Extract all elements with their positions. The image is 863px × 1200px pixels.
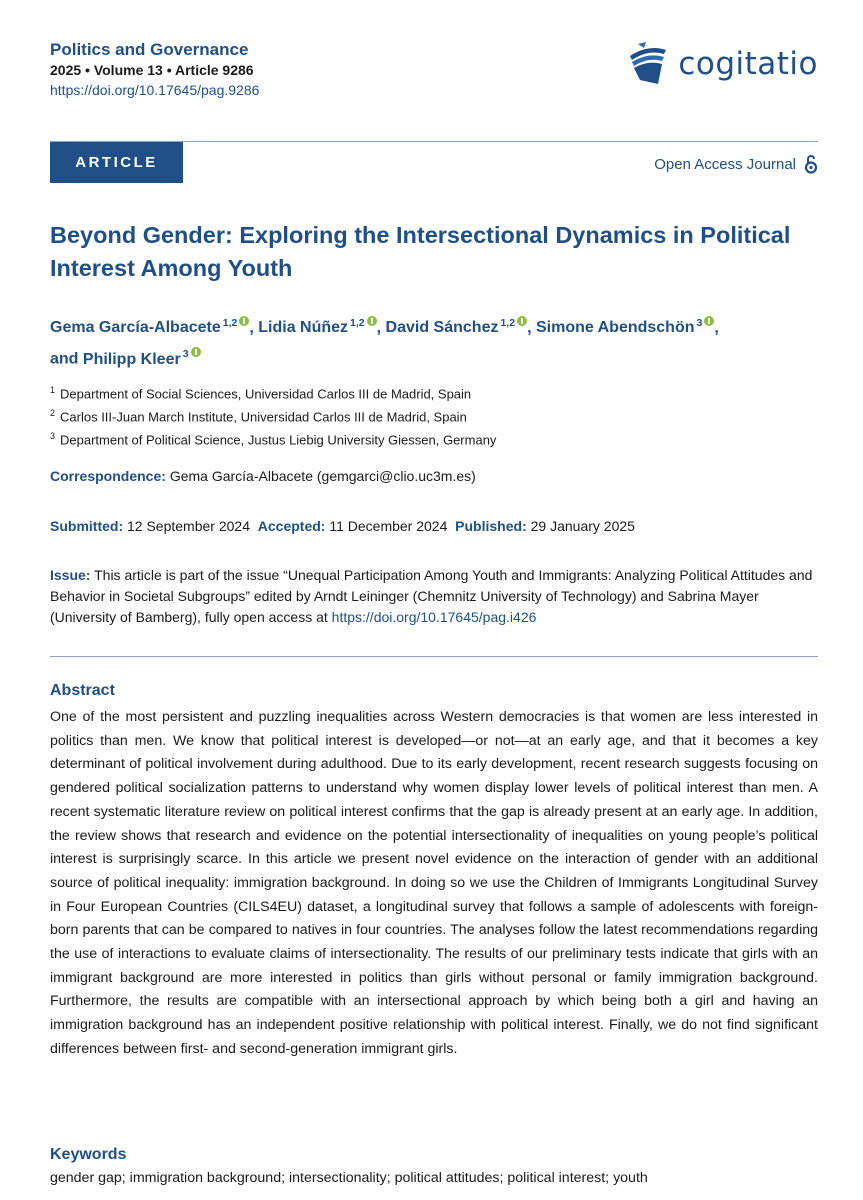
affiliation: $^2$ Carlos III-Juan March Institute, Universidad Carlos III de Madrid, Spain — [50, 407, 467, 425]
affiliation: $^1$ Department of Social Sciences, Universidad Carlos III de Madrid, Spain — [50, 385, 472, 402]
article-first-page — [50, 0, 818, 1200]
issue-doi-link[interactable]: https://doi.org/10.17645/pag.i426 — [331, 609, 537, 625]
affiliation: $^3$ Department of Political Science, Justus Liebig University Giessen, Germany — [50, 430, 497, 447]
article-doi-link[interactable]: https://doi.org/10.17645/pag.9286 — [50, 82, 260, 98]
affiliation-list — [50, 381, 496, 449]
orcid-icon[interactable] — [517, 316, 527, 326]
publisher-name: cogitatio — [678, 46, 818, 82]
journal-name[interactable]: Politics and Governance — [50, 40, 249, 59]
issue-note: Issue: This article is part of the issue “Unequal Participation Among Youth and Immigrants: Analyzing Political Attitudes and Behavior in Societal Subgroups” edited by Arndt Leininger (Chemnitz University of Technology) and Sabrina Mayer (University of Bamberg), fully open access at https://doi.org/10.17645/pag.i426 — [50, 567, 813, 625]
keywords-text: gender gap; immigration background; intersectionality; political attitudes; political interest; youth — [50, 1170, 648, 1186]
orcid-icon[interactable] — [239, 316, 249, 326]
orcid-icon[interactable] — [367, 316, 377, 326]
author[interactable]: Simone Abendschön $^3$ — [536, 319, 714, 336]
author-list: Gema García-Albacete $^{1,2}$ , Lidia Núñez $^{1,2}$ , David Sánchez $^{1,2}$ , Simone Abendschön $^3$ , and Philipp Kleer $^3$ — [50, 317, 719, 368]
orcid-icon[interactable] — [191, 347, 201, 357]
publication-dates: Submitted: 12 September 2024 Accepted: 11 December 2024 Published: 29 January 2025 — [50, 518, 635, 534]
publisher-logo[interactable] — [624, 40, 818, 88]
cogitatio-logo-icon — [624, 40, 672, 88]
author[interactable]: Philipp Kleer $^3$ — [83, 351, 201, 368]
article-type-badge: ARTICLE — [50, 142, 183, 183]
open-access-label — [654, 154, 818, 174]
orcid-icon[interactable] — [704, 316, 714, 326]
author[interactable]: Lidia Núñez $^{1,2}$ — [258, 319, 376, 336]
open-access-lock-icon — [804, 154, 818, 174]
article-title: Beyond Gender: Exploring the Intersectional Dynamics in Political Interest Among Youth — [50, 222, 791, 281]
section-divider — [50, 656, 818, 657]
correspondence: Correspondence: Gema García-Albacete (gemgarci@clio.uc3m.es) — [50, 468, 476, 484]
keywords-heading: Keywords — [50, 1146, 127, 1163]
abstract-heading: Abstract — [50, 682, 115, 699]
author[interactable]: David Sánchez $^{1,2}$ — [386, 319, 528, 336]
author[interactable]: Gema García-Albacete $^{1,2}$ — [50, 319, 249, 336]
abstract-text: One of the most persistent and puzzling inequalities across Western democracies is that women are less interested in politics than men. We know that political interest is developed—or not—at an early age, and that it becomes a key determinant of political involvement during adulthood. Due to its early development, recent research suggests focusing on gendered political socialization patterns to understand why women display lower levels of political interest than men. A recent systematic literature review on political interest confirms that the gap is already present at an early age. In addition, the review shows that research and evidence on the potential intersectionality of inequalities on young people’s political interest is surprisingly scarce. In this article we present novel evidence on the interaction of gender with an additional source of political inequality: immigration background. In doing so we use the Children of Immigrants Longitudinal Survey in Four European Countries (CILS4EU) dataset, a longitudinal survey that follows a sample of adolescents with foreign-born parents that can be compared to natives in four countries. The analyses follow the latest recommendations regarding the use of interactions to evaluate claims of intersectionality. The results of our preliminary tests indicate that girls with an immigrant background are more interested in politics than girls without personal or family immigration background. Furthermore, the results are compatible with an intersectional approach by which being both a girl and having an immigration background has an independent positive relationship with political interest. Finally, we do not find significant differences between first- and second-generation immigrant girls. — [50, 709, 818, 1057]
open-access-text: Open Access Journal — [654, 155, 796, 173]
volume-line: 2025 • Volume 13 • Article 9286 — [50, 62, 254, 78]
